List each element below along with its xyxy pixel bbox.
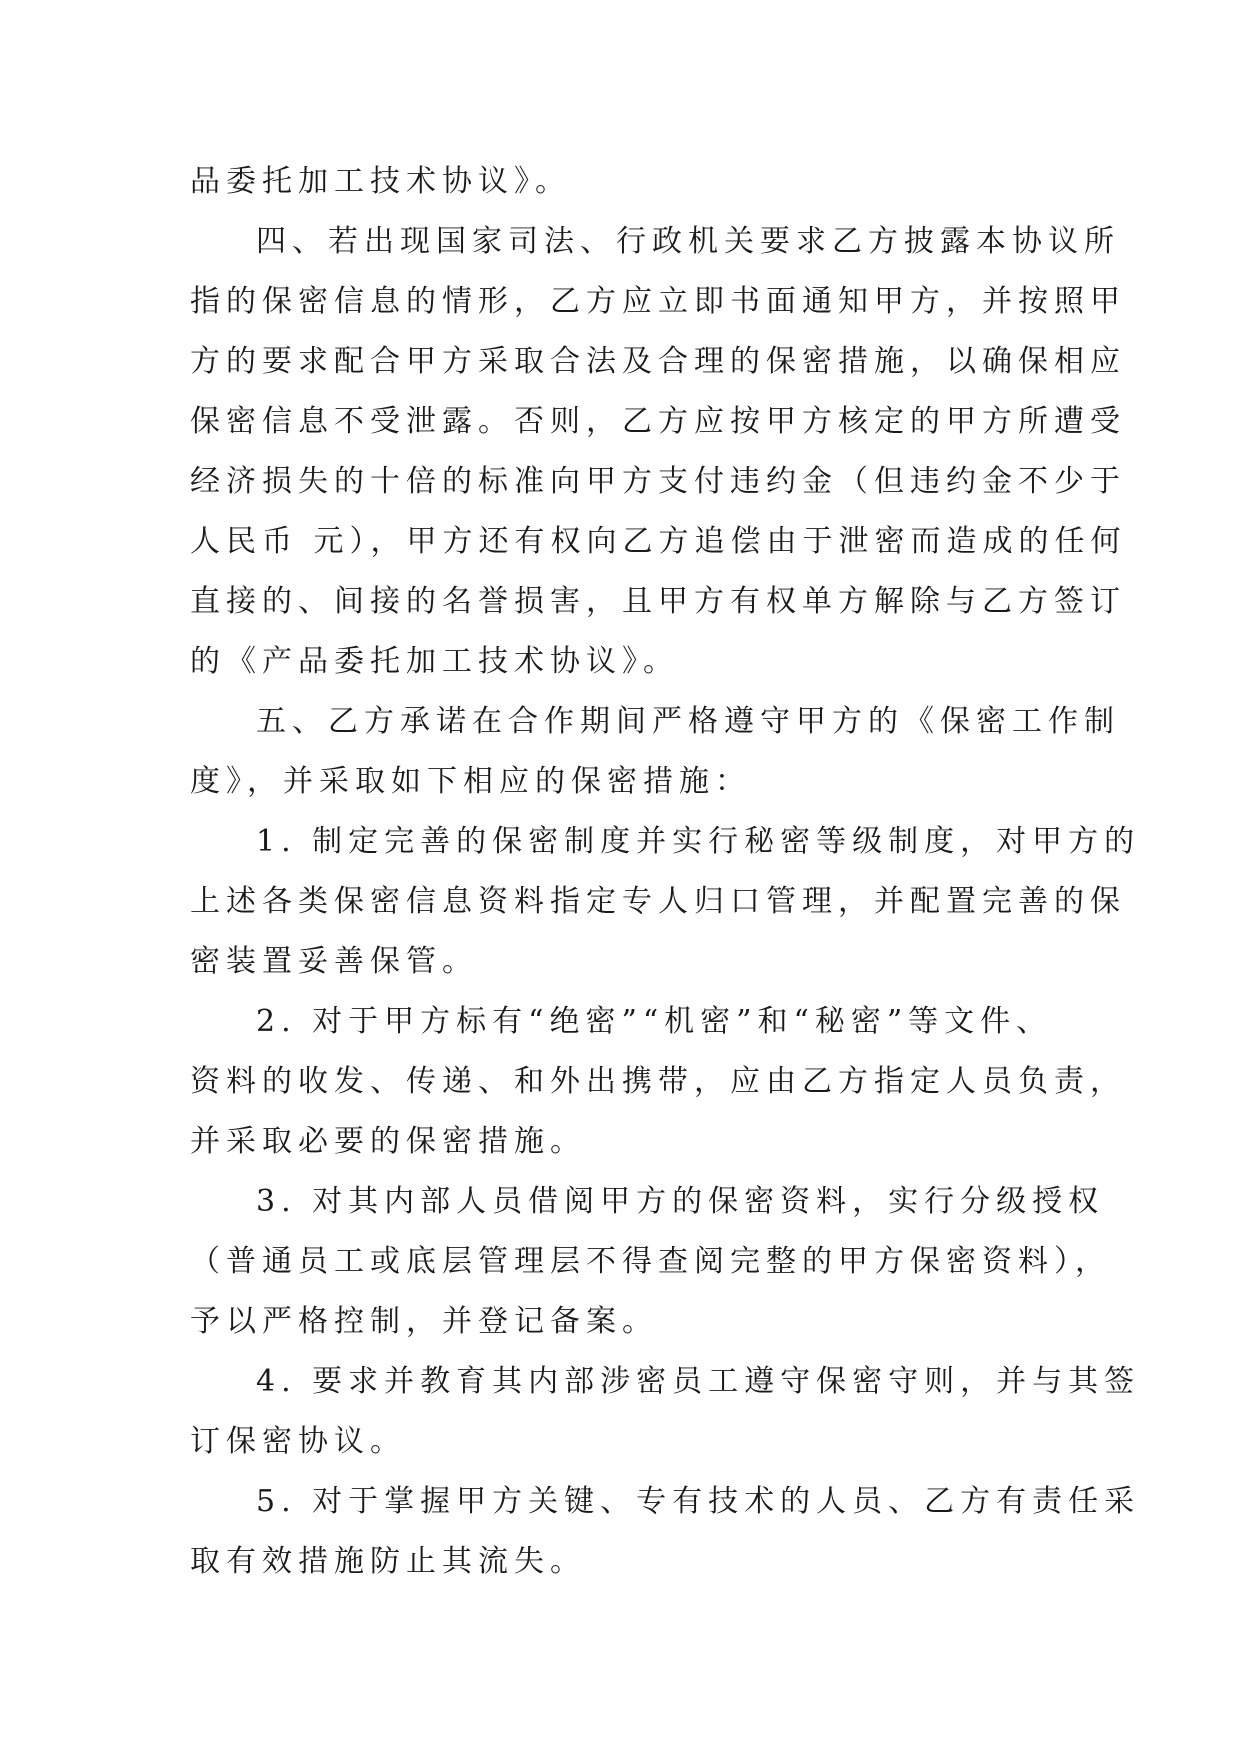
- text-line: 指的保密信息的情形，乙方应立即书面通知甲方，并按照甲: [190, 284, 1126, 319]
- text-line: 并采取必要的保密措施。: [190, 1124, 586, 1159]
- text-line: 资料的收发、传递、和外出携带，应由乙方指定人员负责，: [190, 1064, 1126, 1099]
- text-line: 取有效措施防止其流失。: [190, 1544, 586, 1579]
- paragraph-4-start: 四、若出现国家司法、行政机关要求乙方披露本协议所: [256, 224, 1120, 259]
- text-line: 经济损失的十倍的标准向甲方支付违约金（但违约金不少于: [190, 464, 1126, 499]
- text-line: 密装置妥善保管。: [190, 944, 478, 979]
- item-1-start: 1. 制定完善的保密制度并实行秘密等级制度，对甲方的: [256, 824, 1141, 859]
- text-line: 品委托加工技术协议》。: [190, 164, 571, 199]
- item-3-start: 3. 对其内部人员借阅甲方的保密资料，实行分级授权: [256, 1184, 1105, 1219]
- text-line: 上述各类保密信息资料指定专人归口管理，并配置完善的保: [190, 884, 1126, 919]
- item-5-start: 5. 对于掌握甲方关键、专有技术的人员、乙方有责任采: [256, 1484, 1141, 1519]
- text-line: 订保密协议。: [190, 1424, 406, 1459]
- paragraph-5-start: 五、乙方承诺在合作期间严格遵守甲方的《保密工作制: [256, 704, 1120, 739]
- item-4-start: 4. 要求并教育其内部涉密员工遵守保密守则，并与其签: [256, 1364, 1141, 1399]
- text-line: 的《产品委托加工技术协议》。: [190, 644, 679, 679]
- text-line: 予以严格控制，并登记备案。: [190, 1304, 658, 1339]
- text-line: 保密信息不受泄露。否则，乙方应按甲方核定的甲方所遭受: [190, 404, 1126, 439]
- text-line: 方的要求配合甲方采取合法及合理的保密措施，以确保相应: [190, 344, 1126, 379]
- text-line: 直接的、间接的名誉损害，且甲方有权单方解除与乙方签订: [190, 584, 1126, 619]
- text-line: 度》，并采取如下相应的保密措施：: [190, 764, 751, 799]
- item-2-start: 2. 对于甲方标有“绝密”“机密”和“秘密”等文件、: [256, 1004, 1053, 1039]
- text-line: （普通员工或底层管理层不得查阅完整的甲方保密资料），: [190, 1244, 1111, 1279]
- text-line: 人民币 元），甲方还有权向乙方追偿由于泄密而造成的任何: [190, 524, 1127, 559]
- document-body: [190, 152, 1141, 1592]
